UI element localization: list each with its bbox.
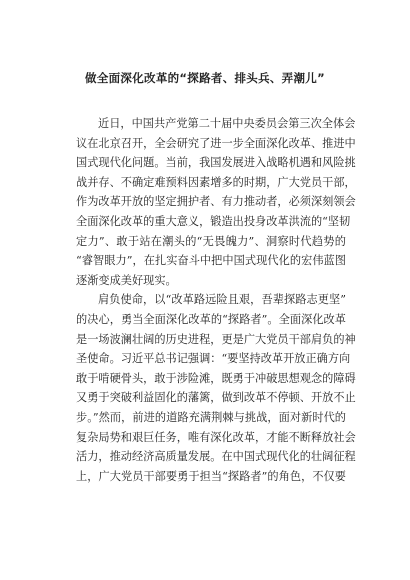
document-body xyxy=(76,114,356,486)
paragraph-1-line: 国式现代化问题。当前，我国发展进入战略机遇和风险挑 xyxy=(76,156,356,170)
paragraph-1-line: 近日，中国共产党第二十届中央委员会第三次全体会 xyxy=(98,117,356,130)
paragraph-2-line: 复杂局势和艰巨任务，唯有深化改革，才能不断释放社会 xyxy=(76,430,356,444)
paragraph-2-line: 上，广大党员干部要勇于担当“探路者”的角色，不仅要 xyxy=(76,469,346,483)
paragraph-2-line: 肩负使命，以“改革路远险且艰，吾辈探路志更坚” xyxy=(98,293,346,307)
paragraph-1-line: 全面深化改革的重大意义，锻造出投身改革洪流的“坚韧 xyxy=(76,214,351,228)
paragraph-1-line: 逐渐变成美好现实。 xyxy=(76,273,177,287)
paragraph-2-line: 的决心，勇当全面深化改革的“探路者”。全面深化改革 xyxy=(76,312,346,326)
paragraph-2-line: 圣使命。习近平总书记强调：“要坚持改革开放正确方向 xyxy=(76,352,351,366)
paragraph-1-line: 战并存、不确定难预料因素增多的时期，广大党员干部， xyxy=(76,175,356,189)
paragraph-2-line: 步。”然而，前进的道路充满荆棘与挑战，面对新时代的 xyxy=(76,410,346,424)
paragraph-1-line: 定力”、敢于站在潮头的“无畏魄力”、洞察时代趋势的 xyxy=(76,234,346,248)
paragraph-2-line: 活力，推动经济高质量发展。在中国式现代化的壮阔征程 xyxy=(76,450,356,464)
paragraph-2-line: 是一场波澜壮阔的历史进程，更是广大党员干部肩负的神 xyxy=(76,332,356,346)
paragraph-1-line: 作为改革开放的坚定拥护者、有力推动者，必须深刻领会 xyxy=(76,195,356,209)
paragraph-2-line: 敢于啃硬骨头，敢于涉险滩，既勇于冲破思想观念的障碍 xyxy=(76,371,356,385)
paragraph-1-line: “睿智眼力”，在扎实奋斗中把中国式现代化的宏伟蓝图 xyxy=(76,254,346,268)
paragraph-2-line: 又勇于突破利益固化的藩篱，做到改革不停顿、开放不止 xyxy=(76,391,356,405)
paragraph-1-line: 议在北京召开，全会研究了进一步全面深化改革、推进中 xyxy=(76,136,356,150)
document-title: 做全面深化改革的“探路者、排头兵、弄潮儿” xyxy=(85,71,325,85)
